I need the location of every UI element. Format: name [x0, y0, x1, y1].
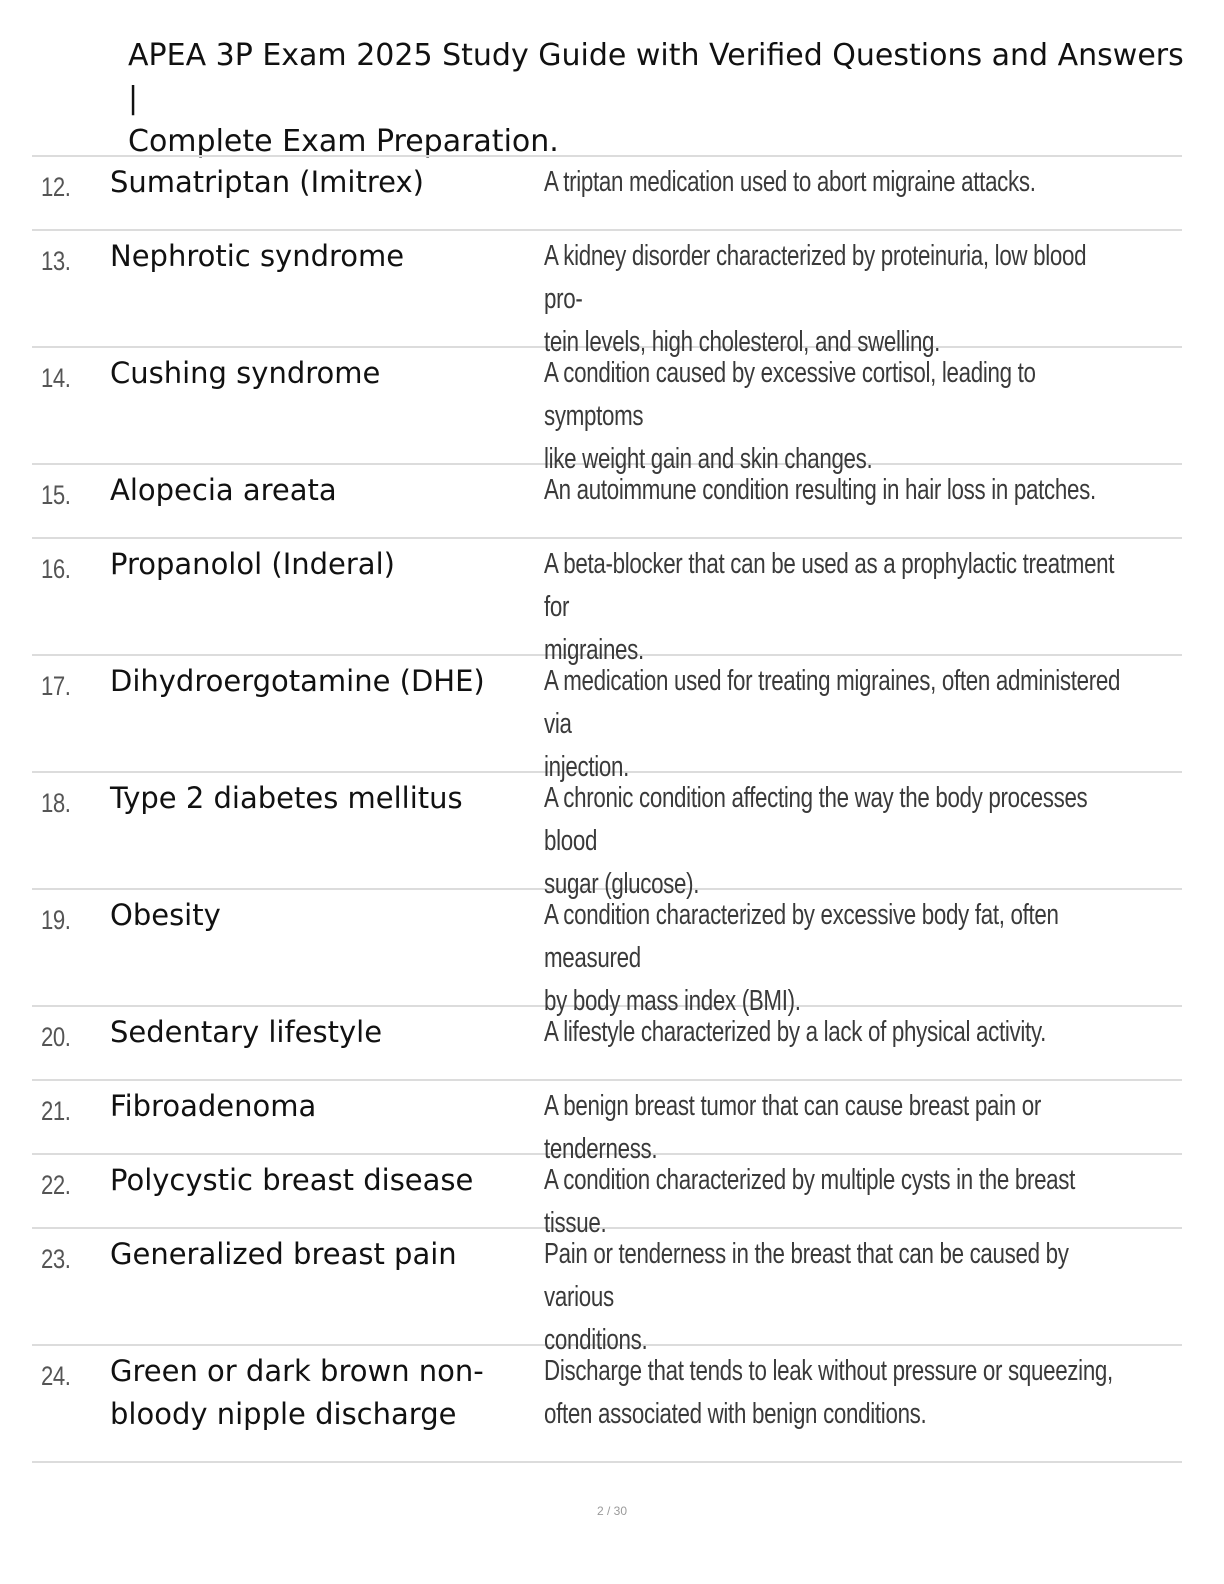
document-title	[128, 34, 1198, 163]
term-definition	[544, 543, 1129, 672]
term-number: 16.	[41, 554, 71, 584]
term-name	[110, 777, 520, 820]
term-number: 15.	[41, 480, 71, 510]
term-name	[110, 1350, 520, 1436]
term-name-line: Green or dark brown non-	[110, 1354, 484, 1388]
term-name-line: Propanolol (Inderal)	[110, 547, 395, 581]
term-row	[32, 1007, 1182, 1081]
definition-line: Pain or tenderness in the breast that can be caused by various	[544, 1238, 1069, 1313]
term-number: 17.	[41, 671, 71, 701]
definition-line: conditions.	[544, 1324, 648, 1356]
term-name-line: Alopecia areata	[110, 473, 337, 507]
term-number: 13.	[41, 246, 71, 276]
term-name-line: Nephrotic syndrome	[110, 239, 405, 273]
term-row	[32, 1229, 1182, 1356]
term-name	[110, 1011, 520, 1054]
term-name	[110, 1233, 520, 1276]
term-list	[32, 155, 1182, 1463]
term-name-line: Type 2 diabetes mellitus	[110, 781, 463, 815]
term-number: 14.	[41, 363, 71, 393]
term-name-line: bloody nipple discharge	[110, 1397, 457, 1431]
term-number: 19.	[41, 905, 71, 935]
definition-line: tein levels, high cholesterol, and swelling.	[544, 326, 941, 358]
term-name	[110, 894, 520, 937]
term-name	[110, 469, 520, 512]
definition-line: A benign breast tumor that can cause breast pain or tenderness.	[544, 1090, 1041, 1165]
term-definition	[544, 235, 1129, 364]
term-row	[32, 1081, 1182, 1165]
definition-line: by body mass index (BMI).	[544, 985, 801, 1017]
term-row	[32, 231, 1182, 358]
term-number: 12.	[41, 172, 71, 202]
term-name-line: Fibroadenoma	[110, 1089, 317, 1123]
definition-line: migraines.	[544, 634, 644, 666]
term-name	[110, 1159, 520, 1202]
term-name-line: Polycystic breast disease	[110, 1163, 474, 1197]
definition-line: like weight gain and skin changes.	[544, 443, 873, 475]
term-definition	[544, 161, 1129, 204]
term-name-line: Sedentary lifestyle	[110, 1015, 383, 1049]
definition-line: A kidney disorder characterized by proteinuria, low blood pro-	[544, 240, 1087, 315]
term-definition	[544, 1350, 1129, 1436]
document-title-line-1: APEA 3P Exam 2025 Study Guide with Verified Questions and Answers |	[128, 38, 1184, 116]
term-number: 23.	[41, 1244, 71, 1274]
term-number: 22.	[41, 1170, 71, 1200]
term-definition	[544, 352, 1129, 481]
term-row	[32, 656, 1182, 783]
term-name-line: Obesity	[110, 898, 221, 932]
term-name	[110, 352, 520, 395]
definition-line: often associated with benign conditions.	[544, 1398, 927, 1430]
definition-line: A medication used for treating migraines, often administered via	[544, 665, 1121, 740]
page-indicator: 2 / 30	[596, 1504, 628, 1518]
term-name	[110, 235, 520, 278]
definition-line: Discharge that tends to leak without pressure or squeezing,	[544, 1355, 1113, 1387]
term-row	[32, 157, 1182, 231]
term-name	[110, 660, 520, 703]
definition-line: A triptan medication used to abort migraine attacks.	[544, 166, 1036, 198]
definition-line: A lifestyle characterized by a lack of physical activity.	[544, 1016, 1047, 1048]
term-row	[32, 1346, 1182, 1463]
term-row	[32, 348, 1182, 475]
term-row	[32, 1155, 1182, 1239]
term-number: 21.	[41, 1096, 71, 1126]
definition-line: A condition characterized by multiple cysts in the breast tissue.	[544, 1164, 1076, 1239]
term-definition	[544, 1233, 1129, 1362]
term-number: 18.	[41, 788, 71, 818]
term-definition	[544, 469, 1129, 512]
definition-line: An autoimmune condition resulting in hair loss in patches.	[544, 474, 1096, 506]
term-definition	[544, 777, 1129, 906]
definition-line: injection.	[544, 751, 630, 783]
definition-line: A beta-blocker that can be used as a prophylactic treatment for	[544, 548, 1115, 623]
term-row	[32, 773, 1182, 900]
term-row	[32, 890, 1182, 1017]
term-number: 20.	[41, 1022, 71, 1052]
term-definition	[544, 1011, 1129, 1054]
term-row	[32, 465, 1182, 539]
definition-line: A condition caused by excessive cortisol, leading to symptoms	[544, 357, 1036, 432]
term-name	[110, 543, 520, 586]
term-name	[110, 161, 520, 204]
definition-line: A chronic condition affecting the way the body processes blood	[544, 782, 1088, 857]
term-number: 24.	[41, 1361, 71, 1391]
term-name-line: Generalized breast pain	[110, 1237, 457, 1271]
term-name-line: Sumatriptan (Imitrex)	[110, 165, 424, 199]
definition-line: sugar (glucose).	[544, 868, 700, 900]
term-name	[110, 1085, 520, 1128]
document-title-line-2: Complete Exam Preparation.	[128, 124, 559, 159]
term-name-line: Dihydroergotamine (DHE)	[110, 664, 485, 698]
term-name-line: Cushing syndrome	[110, 356, 381, 390]
term-definition	[544, 660, 1129, 789]
term-row	[32, 539, 1182, 666]
definition-line: A condition characterized by excessive body fat, often measured	[544, 899, 1059, 974]
term-definition	[544, 894, 1129, 1023]
